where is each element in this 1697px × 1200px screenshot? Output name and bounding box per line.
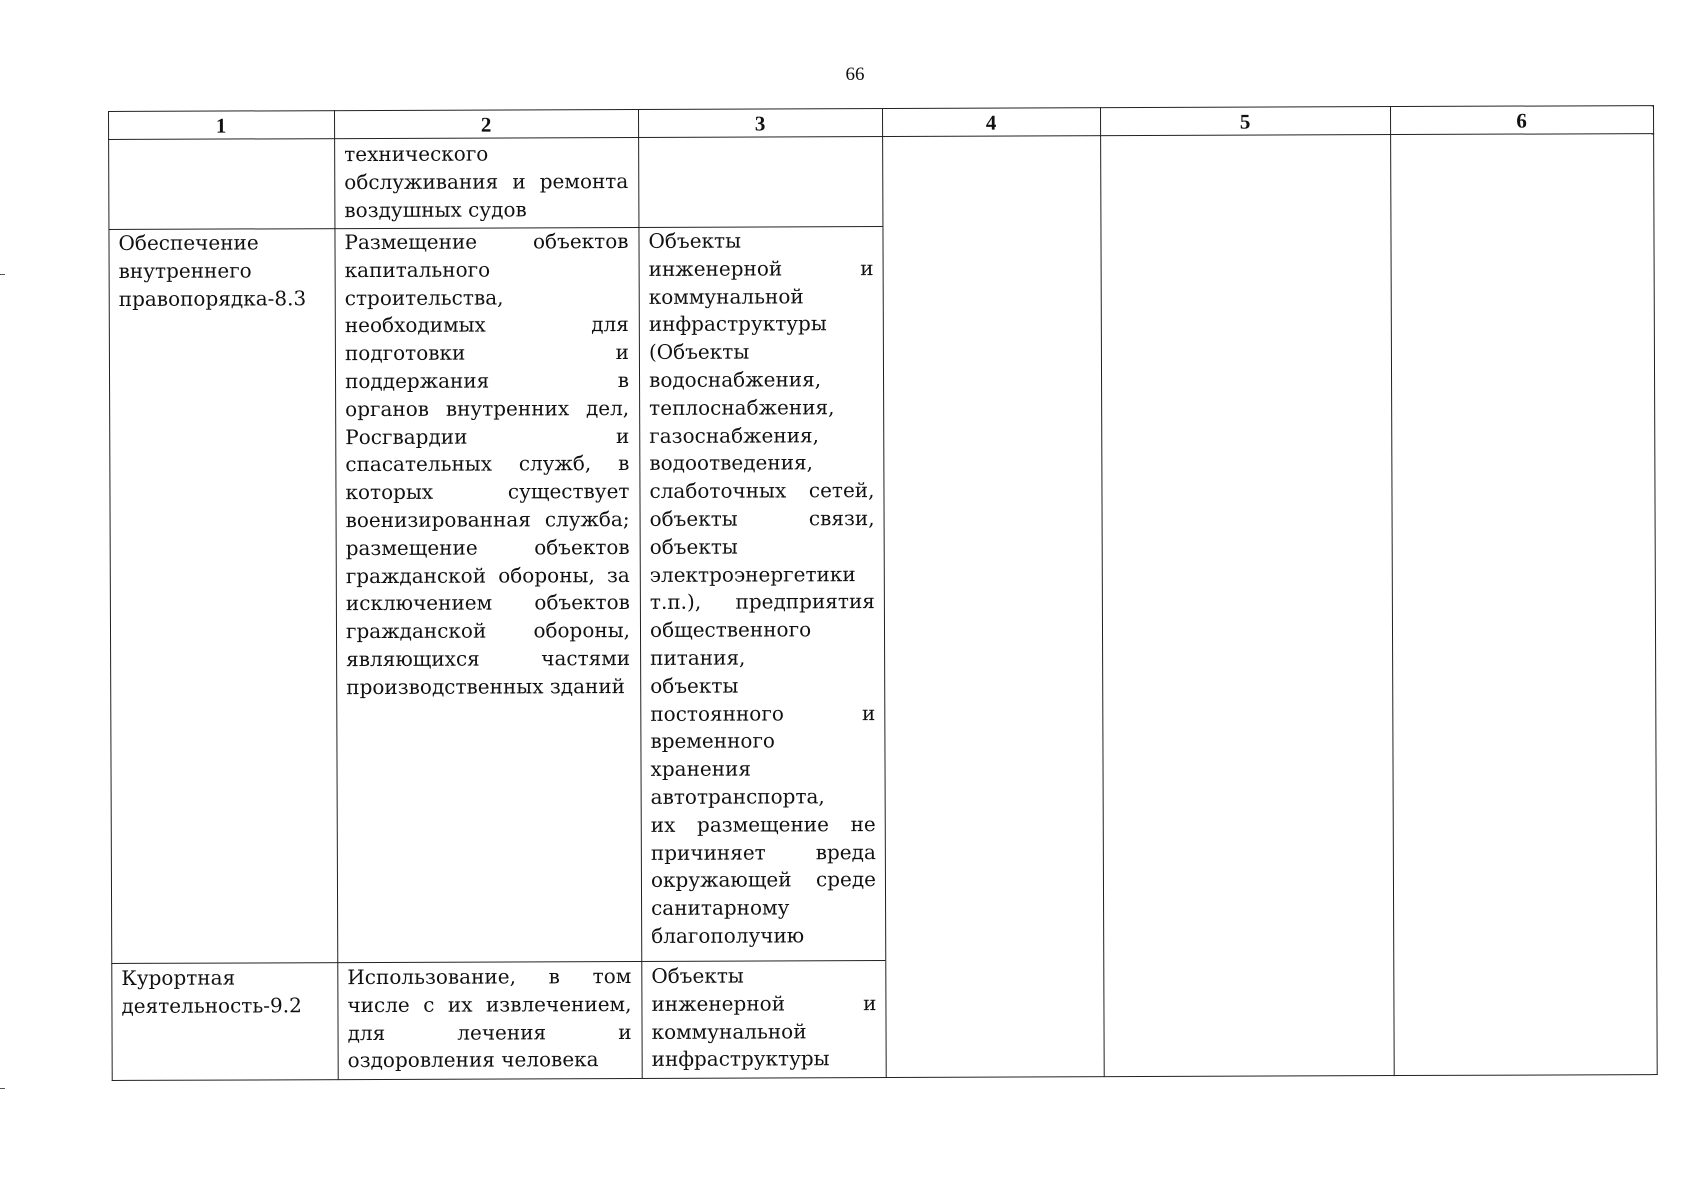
cell-text-line: Обеспечение (118, 230, 259, 255)
row1-col2-cell (344, 228, 630, 702)
cell-text-line: постоянного и (650, 700, 876, 726)
row2-col1-cell (121, 964, 327, 1020)
cell-text-line: Размещение объектов (344, 229, 629, 255)
cell-text-line: обслуживания и ремонта (344, 168, 629, 194)
column-border (334, 110, 339, 1080)
cell-text-line: объекты связи, (649, 506, 875, 531)
cell-text-line: временного (650, 728, 775, 754)
cell-text-line: Росгвардии и (345, 423, 630, 449)
cell-text-line: для лечения и (347, 1019, 632, 1045)
cell-text-line: внутреннего (118, 258, 252, 283)
cell-text-line: поддержания в (344, 367, 630, 394)
row2-col2-cell (347, 963, 631, 1075)
row1-col3-cell (648, 227, 876, 951)
cell-text-line: объекты (649, 534, 738, 559)
cell-text-line: окружающей среде (650, 867, 877, 893)
scan-edge-mark (0, 1088, 5, 1089)
scan-edge-mark (0, 274, 5, 275)
column-border (882, 108, 887, 1078)
row2-col3-cell (651, 962, 876, 1074)
cell-text-line: питания, (650, 645, 746, 670)
column-header-5: 5 (1239, 109, 1251, 134)
cell-text-line: причиняет вреда (650, 839, 876, 865)
cell-text-line: органов внутренних дел, (345, 395, 630, 421)
cell-text-line: объекты (650, 673, 739, 698)
cell-text-line: электроэнергетики (649, 561, 856, 587)
cell-text-line: инженерной и (648, 255, 874, 281)
column-header-1: 1 (215, 113, 227, 138)
cell-text-line: инженерной и (651, 990, 877, 1016)
cell-text-line: спасательных служб, в (345, 451, 630, 477)
cell-text-line: числе с их извлечением, (347, 991, 632, 1017)
cell-text-line: (Объекты (648, 339, 750, 365)
land-use-table (108, 105, 1658, 1079)
cell-text-line: слаботочных сетей, (649, 478, 875, 504)
cell-text-line: инфраструктуры (648, 311, 827, 337)
cell-text-line: благополучию (651, 923, 805, 948)
page-number: 66 (845, 64, 865, 85)
row0-col2-cell (344, 140, 628, 224)
column-header-6: 6 (1516, 108, 1527, 133)
cell-text-line: водоснабжения, (648, 367, 822, 392)
column-header-3: 3 (754, 111, 766, 136)
cell-text-line: Объекты (651, 963, 744, 988)
row1-col1-cell (118, 229, 324, 313)
cell-text-line: правопорядка-8.3 (118, 285, 307, 311)
cell-text-line: хранения (650, 756, 752, 782)
cell-text-line: Объекты (648, 228, 742, 253)
cell-text-line: военизированная служба; (345, 506, 630, 533)
column-border (1653, 105, 1658, 1075)
cell-text-line: Курортная (121, 965, 236, 990)
column-border (108, 111, 113, 1081)
cell-text-line: производственных зданий (346, 673, 626, 699)
column-header-4: 4 (985, 110, 997, 135)
cell-text-line: коммунальной (651, 1018, 807, 1044)
cell-text-line: которых существует (345, 479, 630, 505)
cell-text-line: газоснабжения, (649, 422, 820, 448)
column-border (638, 109, 643, 1079)
cell-text-line: оздоровления человека (347, 1047, 599, 1073)
cell-text-line: необходимых для (344, 312, 629, 338)
cell-text-line: гражданской обороны, (345, 618, 631, 644)
cell-text-line: автотранспорта, (650, 784, 825, 809)
column-border (1390, 106, 1395, 1076)
cell-text-line: исключением объектов (345, 590, 630, 616)
cell-text-line: водоотведения, (649, 450, 814, 476)
cell-text-line: теплоснабжения, (649, 394, 835, 420)
cell-text-line: технического (344, 141, 489, 167)
cell-text-line: т.п.), предприятия (649, 589, 875, 615)
cell-text-line: санитарному (651, 895, 790, 921)
cell-text-line: подготовки и (344, 340, 629, 366)
cell-text-line: строительства, (344, 285, 504, 310)
cell-text-line: деятельность-9.2 (121, 993, 302, 1018)
cell-text-line: гражданской обороны, за (345, 562, 630, 588)
cell-text-line: размещение объектов (345, 534, 630, 560)
table-bottom-border (112, 1074, 1658, 1081)
cell-text-line: коммунальной (648, 283, 804, 309)
column-border (1100, 107, 1105, 1077)
cell-text-line: инфраструктуры (651, 1046, 830, 1072)
cell-text-line: их размещение не (650, 811, 876, 837)
cell-text-line: являющихся частями (346, 645, 631, 672)
cell-text-line: общественного (649, 617, 812, 643)
cell-text-line: воздушных судов (344, 196, 527, 222)
column-header-2: 2 (480, 112, 492, 137)
cell-text-line: Использование, в том (347, 963, 632, 990)
cell-text-line: капитального (344, 257, 491, 282)
